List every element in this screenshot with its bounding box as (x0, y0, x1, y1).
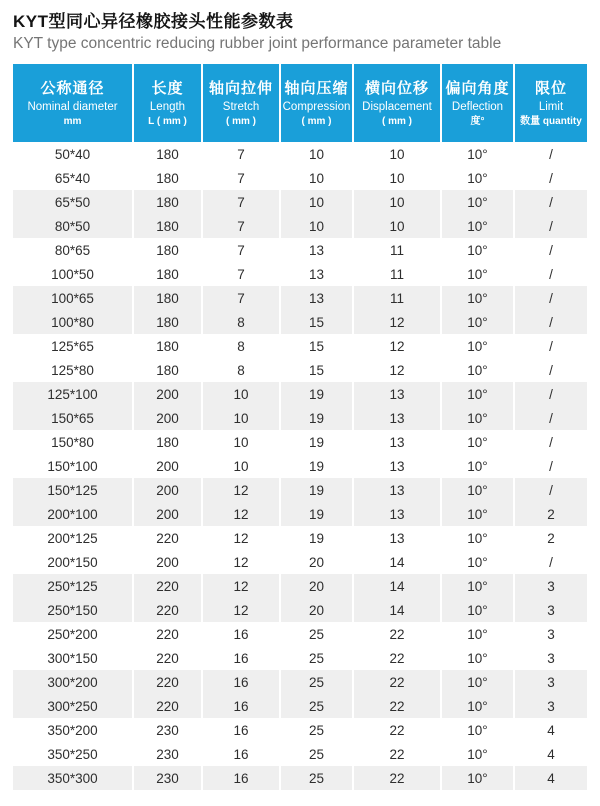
table-cell: 10 (201, 454, 279, 478)
column-header-displacement: 横向位移 Displacement ( mm ) (352, 64, 440, 142)
table-cell: 22 (352, 646, 440, 670)
table-cell: 25 (279, 670, 352, 694)
table-cell: 12 (201, 598, 279, 622)
table-row (13, 598, 587, 622)
table-cell: 10° (440, 646, 513, 670)
table-row (13, 406, 587, 430)
table-cell: 150*100 (13, 454, 132, 478)
table-cell: 220 (132, 598, 201, 622)
table-cell: 8 (201, 310, 279, 334)
table-cell: 22 (352, 670, 440, 694)
table-cell: 7 (201, 214, 279, 238)
table-cell: 10° (440, 598, 513, 622)
table-cell: 10 (279, 166, 352, 190)
table-cell: 10° (440, 406, 513, 430)
table-cell: 20 (279, 598, 352, 622)
table-cell: 10° (440, 454, 513, 478)
table-cell: 3 (513, 670, 587, 694)
table-cell: 10 (279, 190, 352, 214)
table-cell: 3 (513, 622, 587, 646)
table-cell: / (513, 334, 587, 358)
table-cell: 20 (279, 550, 352, 574)
table-cell: 50*40 (13, 142, 132, 166)
table-cell: 14 (352, 550, 440, 574)
table-cell: 10° (440, 238, 513, 262)
table-cell: 16 (201, 622, 279, 646)
table-cell: 10° (440, 262, 513, 286)
table-cell: 10° (440, 358, 513, 382)
table-row (13, 526, 587, 550)
table-cell: 13 (279, 262, 352, 286)
table-row (13, 550, 587, 574)
table-cell: 14 (352, 574, 440, 598)
table-cell: / (513, 238, 587, 262)
table-cell: 150*80 (13, 430, 132, 454)
table-cell: 220 (132, 574, 201, 598)
table-cell: 100*80 (13, 310, 132, 334)
table-header (13, 64, 587, 142)
table-cell: 15 (279, 310, 352, 334)
column-header-length: 长度 Length L ( mm ) (132, 64, 201, 142)
table-cell: 22 (352, 766, 440, 790)
table-row (13, 430, 587, 454)
table-cell: 100*65 (13, 286, 132, 310)
table-cell: / (513, 550, 587, 574)
table-cell: 180 (132, 142, 201, 166)
table-cell: / (513, 430, 587, 454)
table-row (13, 382, 587, 406)
column-header-limit: 限位 Limit 数量 quantity (513, 64, 587, 142)
table-cell: 2 (513, 526, 587, 550)
table-cell: 13 (352, 478, 440, 502)
table-cell: 8 (201, 334, 279, 358)
table-cell: 10° (440, 334, 513, 358)
table-cell: 20 (279, 574, 352, 598)
table-cell: 12 (201, 550, 279, 574)
table-cell: 10 (201, 406, 279, 430)
table-cell: 220 (132, 622, 201, 646)
table-cell: 200 (132, 454, 201, 478)
table-cell: 220 (132, 694, 201, 718)
table-cell: 125*65 (13, 334, 132, 358)
table-row (13, 622, 587, 646)
page-title: KYT型同心异径橡胶接头性能参数表 (13, 12, 294, 31)
table-cell: 200 (132, 382, 201, 406)
table-cell: 125*80 (13, 358, 132, 382)
table-cell: 80*65 (13, 238, 132, 262)
table-cell: 16 (201, 718, 279, 742)
table-cell: 220 (132, 526, 201, 550)
table-cell: 200*125 (13, 526, 132, 550)
table-cell: 10° (440, 166, 513, 190)
table-cell: 13 (279, 238, 352, 262)
table-cell: 3 (513, 574, 587, 598)
table-cell: 10° (440, 766, 513, 790)
table-cell: 7 (201, 262, 279, 286)
table-cell: 16 (201, 742, 279, 766)
table-cell: 180 (132, 166, 201, 190)
table-cell: 125*100 (13, 382, 132, 406)
table-cell: 180 (132, 358, 201, 382)
table-cell: 10° (440, 286, 513, 310)
table-cell: / (513, 214, 587, 238)
table-cell: 100*50 (13, 262, 132, 286)
table-cell: 4 (513, 742, 587, 766)
table-cell: / (513, 262, 587, 286)
table-cell: 19 (279, 478, 352, 502)
column-header-stretch: 轴向拉伸 Stretch ( mm ) (201, 64, 279, 142)
table-cell: 250*125 (13, 574, 132, 598)
table-cell: / (513, 166, 587, 190)
table-cell: 230 (132, 718, 201, 742)
table-cell: 200 (132, 406, 201, 430)
table-cell: 13 (279, 286, 352, 310)
table-cell: 10 (201, 430, 279, 454)
table-cell: 7 (201, 142, 279, 166)
table-row (13, 478, 587, 502)
table-cell: 19 (279, 406, 352, 430)
table-cell: 350*250 (13, 742, 132, 766)
table-cell: 19 (279, 382, 352, 406)
table-cell: 180 (132, 334, 201, 358)
table-cell: / (513, 406, 587, 430)
table-row (13, 646, 587, 670)
table-cell: 16 (201, 670, 279, 694)
table-cell: / (513, 382, 587, 406)
table-cell: 10° (440, 622, 513, 646)
table-cell: 200 (132, 502, 201, 526)
table-row (13, 214, 587, 238)
table-cell: 10° (440, 310, 513, 334)
table-cell: 7 (201, 238, 279, 262)
table-cell: 12 (201, 574, 279, 598)
table-cell: 10 (352, 166, 440, 190)
table-cell: 11 (352, 238, 440, 262)
table-cell: 22 (352, 742, 440, 766)
table-cell: 10 (201, 382, 279, 406)
table-cell: 220 (132, 646, 201, 670)
table-cell: 230 (132, 766, 201, 790)
table-cell: 10° (440, 550, 513, 574)
table-cell: 10° (440, 214, 513, 238)
table-cell: 10 (279, 214, 352, 238)
table-cell: / (513, 478, 587, 502)
parameter-table (13, 64, 587, 790)
table-cell: 10° (440, 574, 513, 598)
table-cell: 10° (440, 382, 513, 406)
table-cell: 10 (279, 142, 352, 166)
table-cell: 65*50 (13, 190, 132, 214)
table-cell: 22 (352, 622, 440, 646)
table-cell: 220 (132, 670, 201, 694)
table-cell: 19 (279, 454, 352, 478)
table-cell: 8 (201, 358, 279, 382)
table-cell: 19 (279, 502, 352, 526)
table-cell: 22 (352, 694, 440, 718)
table-cell: 180 (132, 190, 201, 214)
table-row (13, 454, 587, 478)
table-cell: 200 (132, 550, 201, 574)
table-cell: 65*40 (13, 166, 132, 190)
table-cell: 180 (132, 214, 201, 238)
table-cell: 180 (132, 238, 201, 262)
table-cell: 10° (440, 670, 513, 694)
table-row (13, 742, 587, 766)
table-cell: 13 (352, 454, 440, 478)
table-cell: 10° (440, 430, 513, 454)
table-cell: 10° (440, 190, 513, 214)
table-row (13, 718, 587, 742)
table-cell: / (513, 454, 587, 478)
table-cell: 150*65 (13, 406, 132, 430)
table-cell: 16 (201, 766, 279, 790)
page-subtitle: KYT type concentric reducing rubber joint performance parameter table (13, 35, 502, 53)
table-row (13, 358, 587, 382)
table-cell: 10 (352, 214, 440, 238)
table-row (13, 766, 587, 790)
table-cell: 2 (513, 502, 587, 526)
table-cell: 350*300 (13, 766, 132, 790)
table-cell: 10° (440, 526, 513, 550)
table-cell: 12 (201, 502, 279, 526)
table-cell: 10 (352, 190, 440, 214)
table-cell: / (513, 358, 587, 382)
table-cell: 200 (132, 478, 201, 502)
table-cell: 13 (352, 502, 440, 526)
table-row (13, 190, 587, 214)
table-cell: 180 (132, 310, 201, 334)
table-cell: 13 (352, 382, 440, 406)
table-cell: 16 (201, 646, 279, 670)
table-row (13, 502, 587, 526)
table-cell: 10° (440, 502, 513, 526)
table-row (13, 142, 587, 166)
table-cell: 12 (201, 478, 279, 502)
table-cell: 200*150 (13, 550, 132, 574)
table-cell: 15 (279, 358, 352, 382)
table-cell: 180 (132, 262, 201, 286)
table-cell: / (513, 190, 587, 214)
table-cell: 10° (440, 478, 513, 502)
table-cell: 19 (279, 430, 352, 454)
table-cell: 150*125 (13, 478, 132, 502)
table-row (13, 238, 587, 262)
table-cell: 7 (201, 166, 279, 190)
table-cell: 7 (201, 190, 279, 214)
table-cell: / (513, 142, 587, 166)
table-cell: 11 (352, 286, 440, 310)
table-cell: / (513, 310, 587, 334)
table-cell: 10° (440, 742, 513, 766)
table-cell: 25 (279, 742, 352, 766)
table-cell: 180 (132, 430, 201, 454)
table-cell: 80*50 (13, 214, 132, 238)
table-row (13, 574, 587, 598)
table-cell: 13 (352, 430, 440, 454)
table-cell: 12 (352, 334, 440, 358)
table-cell: 12 (352, 358, 440, 382)
table-cell: 3 (513, 646, 587, 670)
table-cell: 180 (132, 286, 201, 310)
table-cell: 300*200 (13, 670, 132, 694)
table-row (13, 310, 587, 334)
table-cell: 3 (513, 694, 587, 718)
table-cell: 16 (201, 694, 279, 718)
table-cell: 250*200 (13, 622, 132, 646)
table-cell: 230 (132, 742, 201, 766)
table-cell: / (513, 286, 587, 310)
table-row (13, 670, 587, 694)
table-cell: 13 (352, 406, 440, 430)
table-cell: 4 (513, 766, 587, 790)
table-body (13, 142, 587, 790)
table-row (13, 262, 587, 286)
table-row (13, 286, 587, 310)
table-cell: 14 (352, 598, 440, 622)
table-cell: 22 (352, 718, 440, 742)
column-header-compression: 轴向压缩 Compression ( mm ) (279, 64, 352, 142)
table-cell: 10° (440, 142, 513, 166)
table-cell: 10° (440, 694, 513, 718)
table-row (13, 166, 587, 190)
table-cell: 12 (201, 526, 279, 550)
table-cell: 4 (513, 718, 587, 742)
table-cell: 19 (279, 526, 352, 550)
table-cell: 15 (279, 334, 352, 358)
table-cell: 25 (279, 694, 352, 718)
table-cell: 12 (352, 310, 440, 334)
table-cell: 25 (279, 766, 352, 790)
table-cell: 300*150 (13, 646, 132, 670)
table-cell: 11 (352, 262, 440, 286)
table-cell: 300*250 (13, 694, 132, 718)
table-cell: 7 (201, 286, 279, 310)
table-cell: 200*100 (13, 502, 132, 526)
table-cell: 13 (352, 526, 440, 550)
table-cell: 25 (279, 718, 352, 742)
column-header-deflection: 偏向角度 Deflection 度° (440, 64, 513, 142)
table-cell: 10° (440, 718, 513, 742)
table-cell: 3 (513, 598, 587, 622)
table-cell: 350*200 (13, 718, 132, 742)
table-row (13, 694, 587, 718)
table-cell: 10 (352, 142, 440, 166)
table-cell: 25 (279, 622, 352, 646)
table-cell: 250*150 (13, 598, 132, 622)
table-cell: 25 (279, 646, 352, 670)
column-header-nominal-diameter: 公称通径 Nominal diameter mm (13, 64, 132, 142)
table-row (13, 334, 587, 358)
